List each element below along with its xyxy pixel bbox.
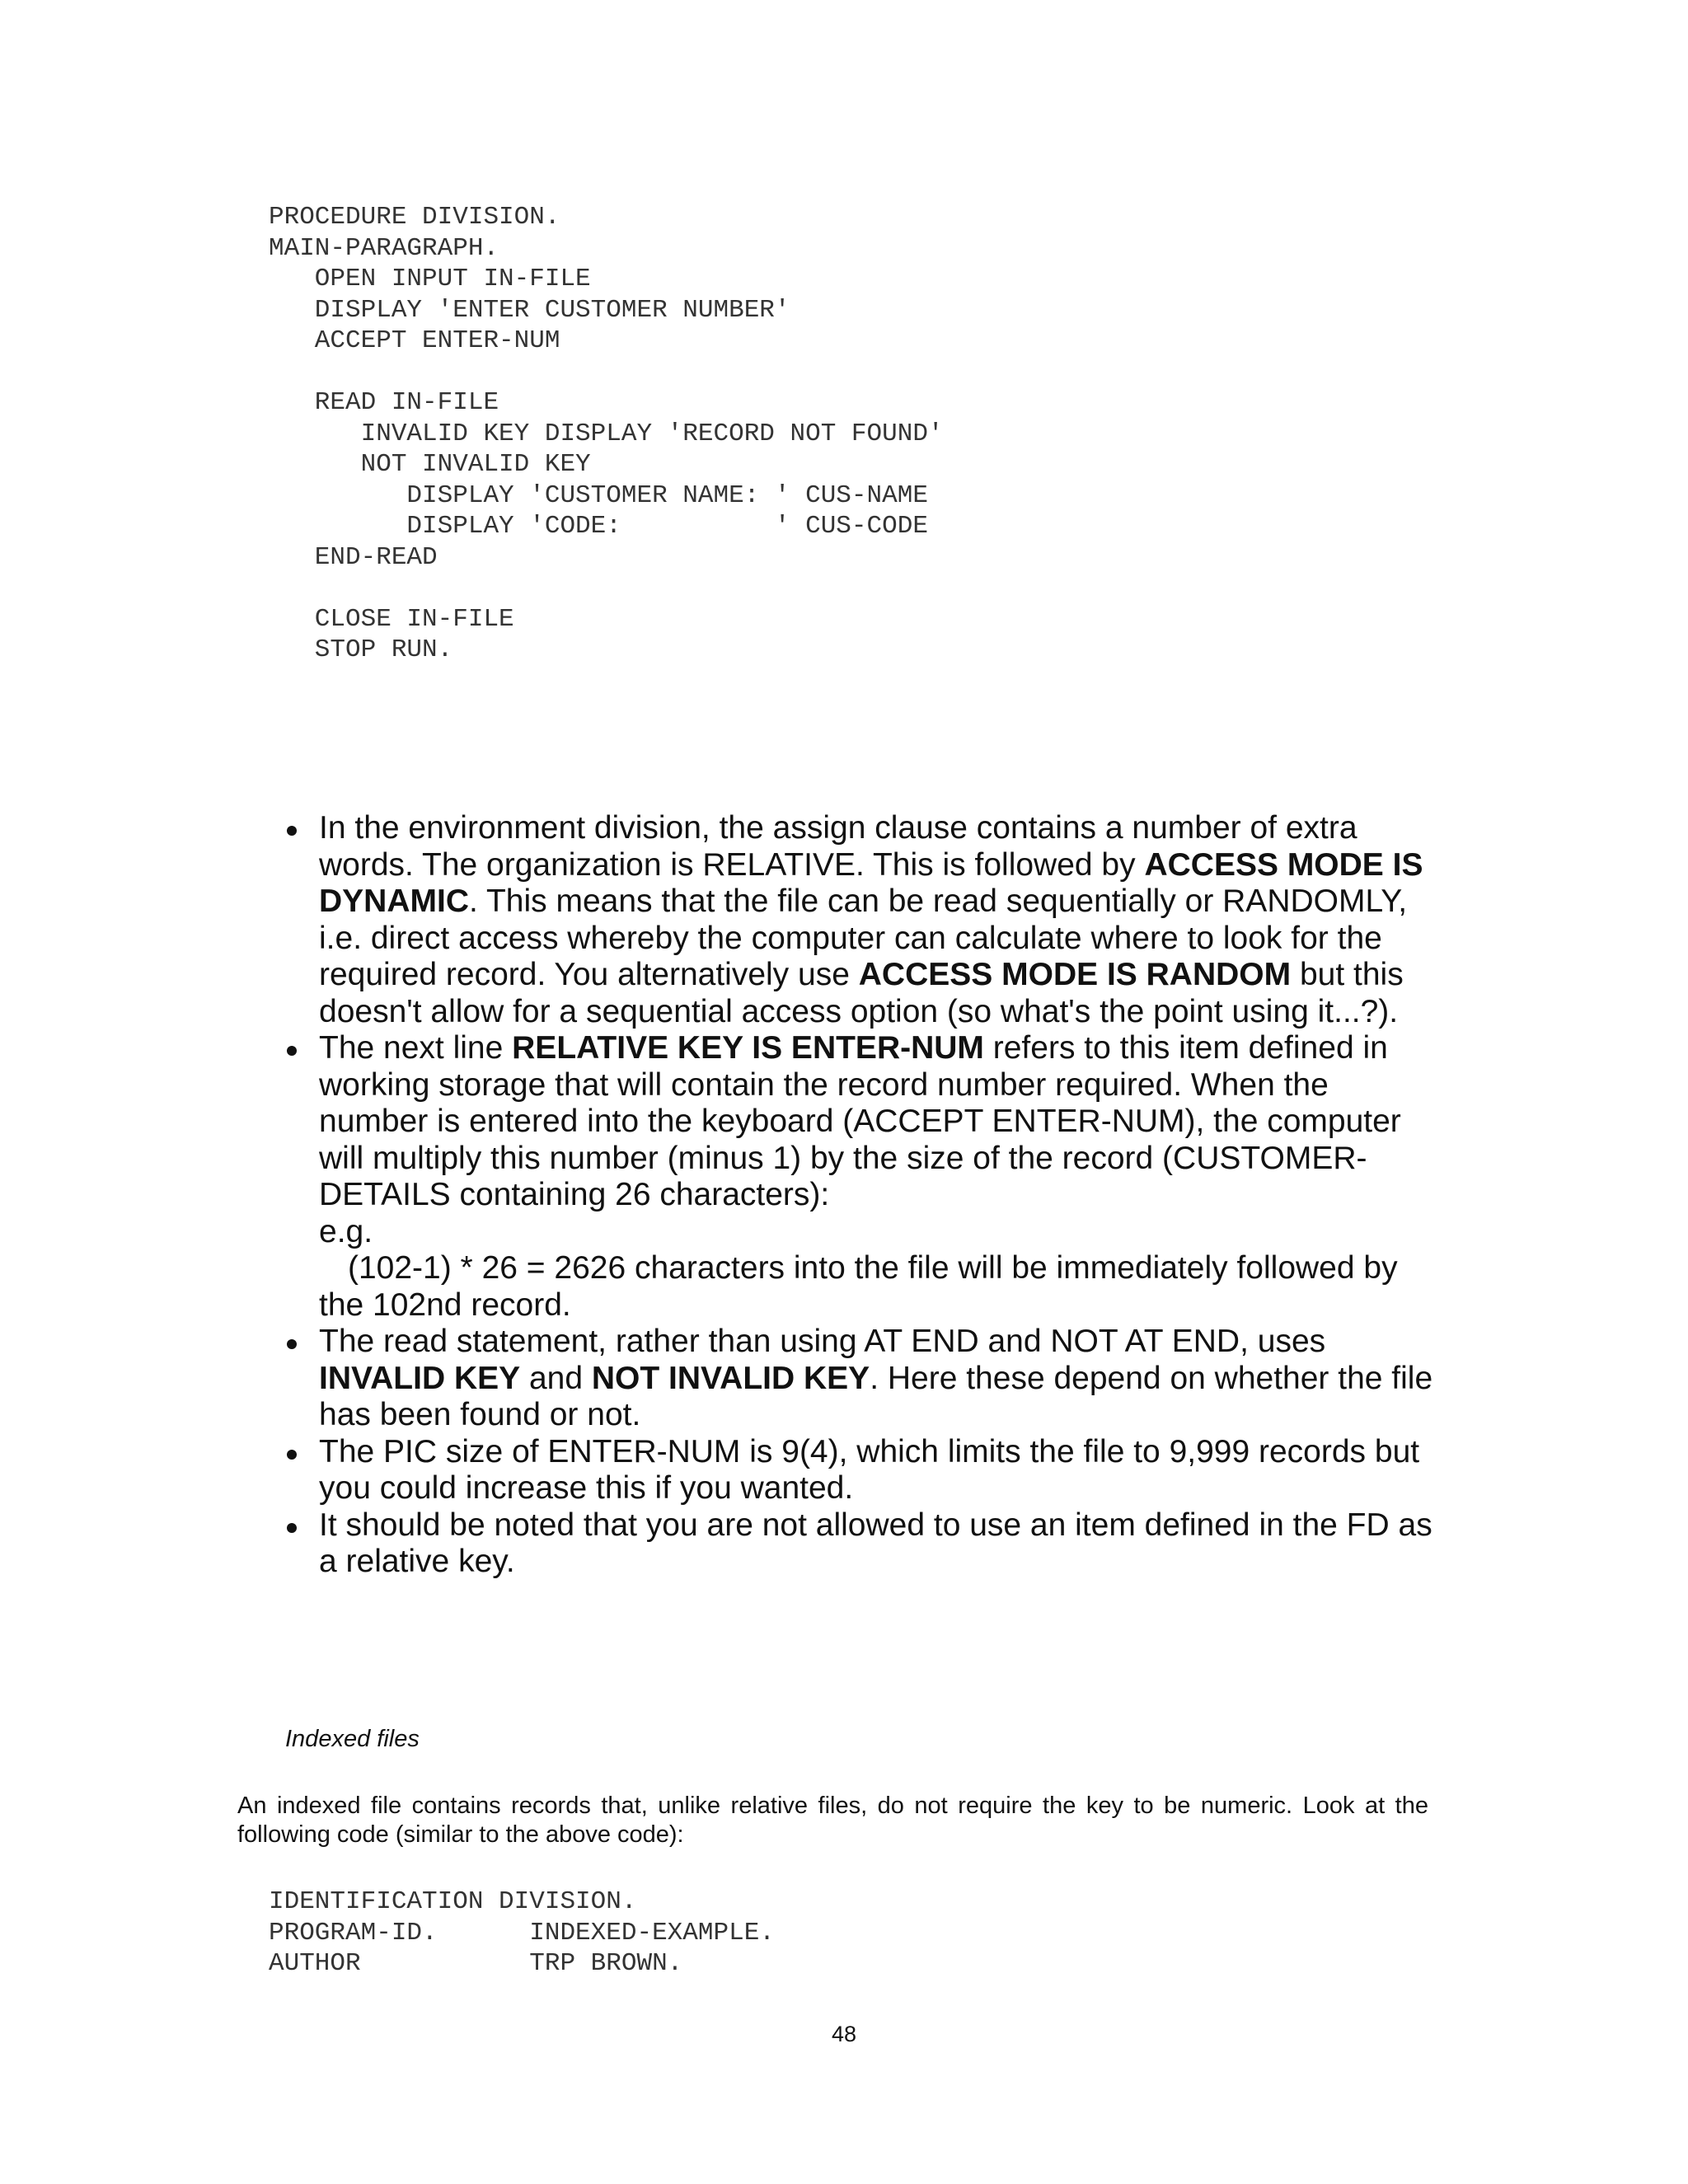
bullet-text: The read statement, rather than using AT END and NOT AT END, uses <box>319 1324 1326 1359</box>
bullet-text: . Here these depend on whether the file has been found or not. <box>319 1360 1433 1432</box>
code-line: DISPLAY 'CUSTOMER NAME: ' CUS-NAME <box>269 480 928 510</box>
body-paragraph: An indexed file contains records that, unlike relative files, do not require the key to be numeric. Look at the following code (similar to the above code): <box>237 1793 1428 1848</box>
code-block-procedure-division <box>269 202 944 666</box>
bullet-text: . This means that the file can be read sequentially or RANDOMLY, i.e. direct access whereby the computer can calculate where to look for the required record. You alternatively use <box>319 883 1408 992</box>
bullet-bold-text: ACCESS MODE IS RANDOM <box>858 957 1292 992</box>
example-calculation-tail: the 102nd record. <box>319 1286 571 1323</box>
code-line: PROGRAM-ID. INDEXED-EXAMPLE. <box>269 1918 775 1947</box>
bullet-bold-text: RELATIVE KEY IS ENTER-NUM <box>512 1030 984 1066</box>
example-calculation: (102-1) * 26 = 2626 characters into the file will be immediately followed by <box>348 1250 1398 1286</box>
bullet-dot-icon <box>287 1046 297 1056</box>
bullet-bold-text: NOT INVALID KEY <box>591 1360 870 1396</box>
bullet-dot-icon <box>287 1339 297 1349</box>
bullet-item-fd-note <box>284 1507 1438 1581</box>
bullet-item-relative-key <box>284 1030 1438 1324</box>
code-line: READ IN-FILE <box>269 388 499 417</box>
bullet-item-access-mode <box>284 810 1438 1030</box>
code-line: DISPLAY 'CODE: ' CUS-CODE <box>269 512 928 541</box>
bullet-dot-icon <box>287 1523 297 1533</box>
bullet-text: The next line <box>319 1030 513 1066</box>
code-line: PROCEDURE DIVISION. <box>269 203 560 232</box>
bullet-text: and <box>520 1360 592 1396</box>
bullet-text: refers to this item defined in working storage that will contain the record number required. When the number is entered into the keyboard (ACCEPT ENTER-NUM), the computer will multiply this number (minus 1) by the size of the record (CUSTOMER-DETAILS containing 26 characters): <box>319 1030 1401 1212</box>
code-line: CLOSE IN-FILE <box>269 604 514 634</box>
example-label: e.g. <box>319 1213 373 1249</box>
code-block-identification-division <box>269 1886 775 1980</box>
code-line: OPEN INPUT IN-FILE <box>269 265 591 293</box>
bullet-text: but this doesn't allow for a sequential access option (so what's the point using it...?). <box>319 957 1404 1029</box>
page-number: 48 <box>831 2022 857 2046</box>
code-line: ACCEPT ENTER-NUM <box>269 326 560 355</box>
code-line: END-READ <box>269 542 438 572</box>
code-line: NOT INVALID KEY <box>269 450 591 479</box>
bullet-bold-text: ACCESS MODE IS DYNAMIC <box>319 846 1423 919</box>
explanation-bullet-list <box>284 810 1438 1581</box>
bullet-text: In the environment division, the assign clause contains a number of extra words. The organization is RELATIVE. This is followed by <box>319 810 1357 883</box>
bullet-dot-icon <box>287 1450 297 1460</box>
code-line: DISPLAY 'ENTER CUSTOMER NUMBER' <box>269 295 790 325</box>
code-line: AUTHOR TRP BROWN. <box>269 1949 683 1978</box>
code-line <box>269 357 944 388</box>
bullet-item-pic-size <box>284 1434 1438 1507</box>
bullet-dot-icon <box>287 826 297 836</box>
bullet-text: The PIC size of ENTER-NUM is 9(4), which limits the file to 9,999 records but you could increase this if you wanted. <box>319 1433 1420 1506</box>
code-line: STOP RUN. <box>269 635 453 664</box>
code-line: IDENTIFICATION DIVISION. <box>269 1887 637 1916</box>
code-line: MAIN-PARAGRAPH. <box>269 233 499 263</box>
bullet-text: It should be noted that you are not allowed to use an item defined in the FD as a relative key. <box>319 1507 1432 1579</box>
bullet-bold-text: INVALID KEY <box>319 1360 521 1396</box>
section-heading: Indexed files <box>285 1726 420 1752</box>
code-line <box>269 573 944 604</box>
bullet-item-invalid-key <box>284 1324 1438 1434</box>
code-line: INVALID KEY DISPLAY 'RECORD NOT FOUND' <box>269 419 944 448</box>
